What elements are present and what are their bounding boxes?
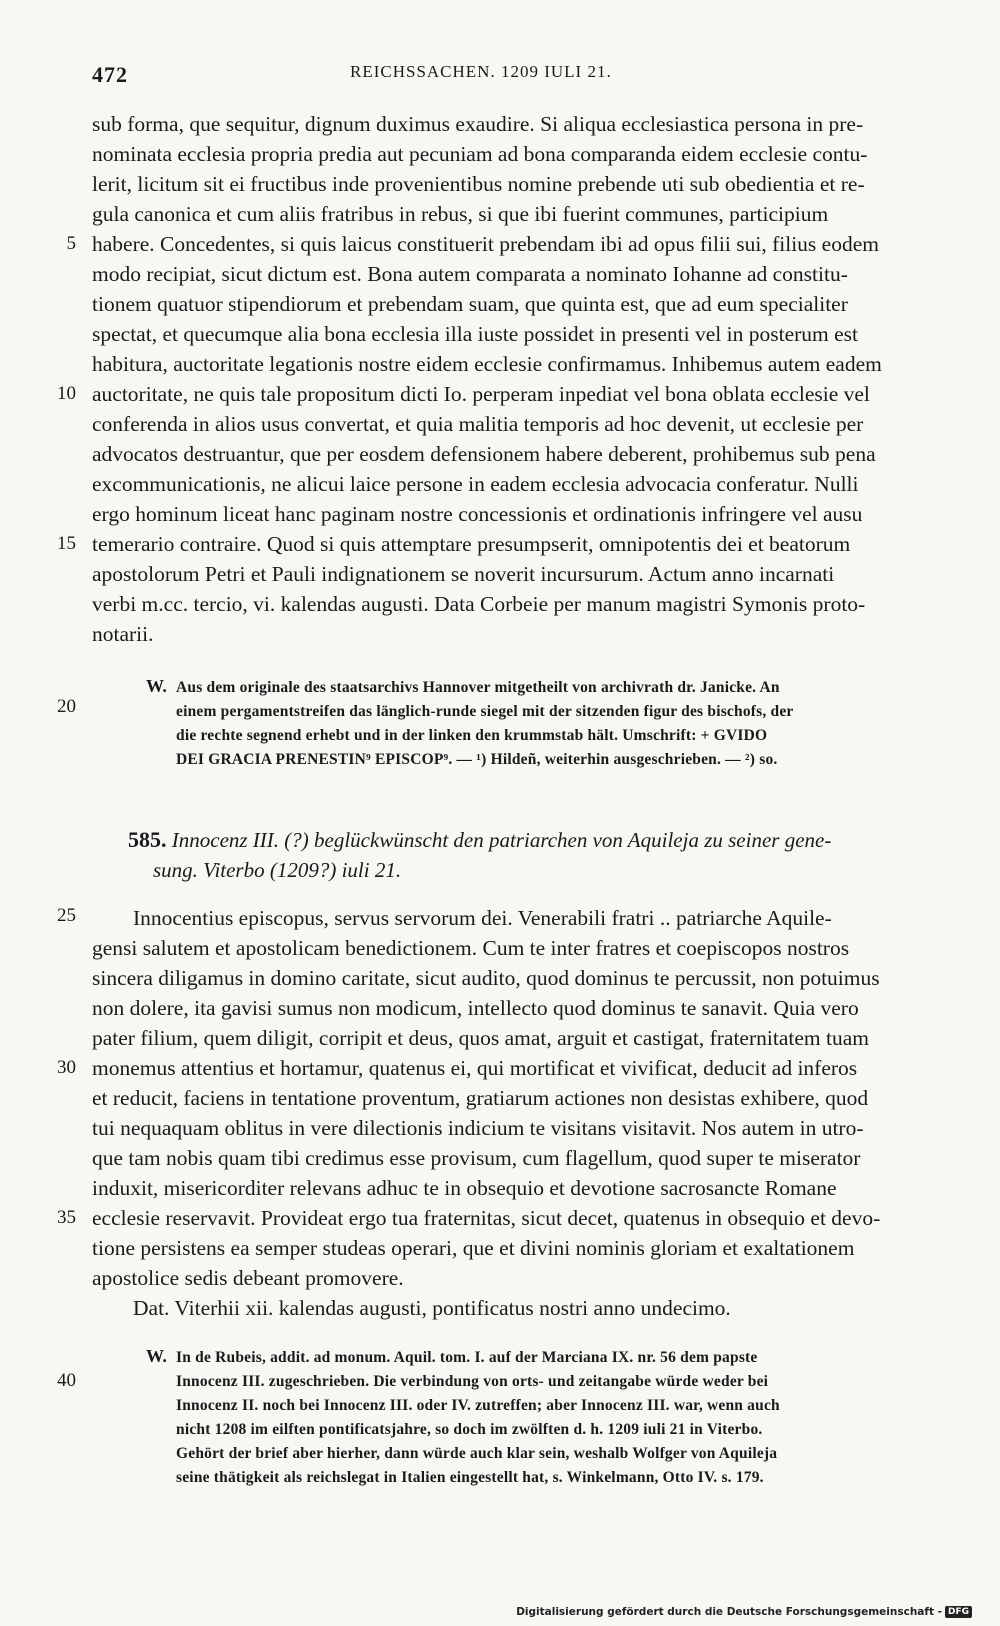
note-line: nicht 1208 im eilften pontificatsjahre, so doch im zwölften d. h. 1209 iuli 21 in Viterbo. (176, 1421, 763, 1438)
text-line: nominata ecclesia propria predia aut pecuniam ad bona comparanda eidem ecclesie contu- (92, 142, 868, 166)
line-number: 25 (57, 905, 76, 926)
text-line: modo recipiat, sicut dictum est. Bona autem comparata a nominato Iohanne ad constitu- (92, 262, 848, 286)
text-line: tione persistens ea semper studeas operari, que et divini nominis gloriam et exaltationem (92, 1236, 855, 1260)
text-line: sub forma, que sequitur, dignum duximus exaudire. Si aliqua ecclesiastica persona in pre- (92, 112, 864, 136)
text-line: monemus attentius et hortamur, quatenus ei, qui mortificat et vivificat, deducit ad inferos (92, 1056, 858, 1080)
note-line: Aus dem originale des staatsarchivs Hannover mitgetheilt von archivrath dr. Janicke. An (176, 679, 780, 696)
text-line: habere. Concedentes, si quis laicus constituerit prebendam ibi ad opus filii sui, filius eodem (92, 232, 879, 256)
note-line: Gehört der brief aber hierher, dann würde auch klar sein, weshalb Wolfger von Aquileja (176, 1445, 778, 1462)
line-number: 35 (57, 1207, 76, 1228)
note-line: Innocenz III. zugeschrieben. Die verbindung von orts- und zeitangabe würde weder bei (176, 1373, 769, 1390)
source-mark: W. (146, 676, 167, 696)
text-line: que tam nobis quam tibi credimus esse provisum, cum flagellum, quod super te miserator (92, 1146, 861, 1170)
text-line: Dat. Viterhii xii. kalendas augusti, pontificatus nostri anno undecimo. (133, 1296, 731, 1320)
text-line: lerit, licitum sit ei fructibus inde provenientibus nomine prebende uti sub obedientia et re- (92, 172, 865, 196)
text-line: apostolice sedis debeant promovere. (92, 1266, 404, 1290)
text-line: apostolorum Petri et Pauli indignationem se noverit incursurum. Actum anno incarnati (92, 562, 835, 586)
dfg-logo: DFG (945, 1606, 972, 1618)
line-number: 40 (57, 1370, 76, 1391)
running-head: REICHSSACHEN. 1209 IULI 21. (350, 62, 612, 81)
text-line: tui nequaquam oblitus in vere dilectionis indicium te visitans visitavit. Nos autem in utro- (92, 1116, 864, 1140)
line-number: 5 (66, 233, 76, 254)
text-line: excommunicationis, ne alicui laice persone in eadem ecclesia advocacia conferatur. Nulli (92, 472, 859, 496)
text-line: sincera diligamus in domino caritate, sicut audito, quod dominus te percussit, non potuimus (92, 966, 880, 990)
text-line: pater filium, quem diligit, corripit et deus, quos amat, arguit et castigat, fraternitatem tuam (92, 1026, 869, 1050)
entry-title-line: sung. Viterbo (1209?) iuli 21. (153, 858, 402, 882)
entry-number: 585. (128, 827, 167, 852)
text-line: auctoritate, ne quis tale propositum dicti Io. perperam inpediat vel bona oblata ecclesie vel (92, 382, 870, 406)
credit-text: Digitalisierung gefördert durch die Deutsche Forschungsgemeinschaft - (516, 1606, 942, 1618)
text-line: ergo hominum liceat hanc paginam nostre concessionis et ordinationis infringere vel ausu (92, 502, 863, 526)
text-line: gula canonica et cum aliis fratribus in rebus, si que ibi fuerint communes, participium (92, 202, 829, 226)
text-line: advocatos destruantur, que per eosdem defensionem habere deberent, prohibemus sub pena (92, 442, 876, 466)
text-line: notarii. (92, 622, 154, 646)
note-line: DEI GRACIA PRENESTIN⁹ EPISCOP⁹. — ¹) Hildeñ, weiterhin ausgeschrieben. — ²) so. (176, 751, 778, 768)
entry-title-line (128, 825, 831, 855)
text-line: spectat, et quecumque alia bona ecclesia illa iuste possidet in presenti vel in posterum est (92, 322, 859, 346)
text-line: Innocentius episcopus, servus servorum dei. Venerabili fratri .. patriarche Aquile- (133, 906, 832, 930)
note-line: In de Rubeis, addit. ad monum. Aquil. tom. I. auf der Marciana IX. nr. 56 dem papste (176, 1349, 758, 1366)
text-line: induxit, misericorditer relevans adhuc te in obsequio et devotione sacrosancte Romane (92, 1176, 837, 1200)
line-number: 10 (57, 383, 76, 404)
text-line: ecclesie reservavit. Provideat ergo tua fraternitas, sicut decet, quatenus in obsequio et devo- (92, 1206, 881, 1230)
note-line: seine thätigkeit als reichslegat in Italien eingestellt hat, s. Winkelmann, Otto IV. s. 179. (176, 1469, 764, 1486)
text-line: gensi salutem et apostolicam benedictionem. Cum te inter fratres et coepiscopos nostros (92, 936, 850, 960)
line-number: 15 (57, 533, 76, 554)
entry-title: Innocenz III. (?) beglückwünscht den patriarchen von Aquileja zu seiner gene- (171, 828, 832, 852)
line-number: 30 (57, 1057, 76, 1078)
text-line: habitura, auctoritate legationis nostre eidem ecclesie confirmamus. Inhibemus autem eadem (92, 352, 882, 376)
digitization-credit (516, 1606, 972, 1618)
line-number: 20 (57, 696, 76, 717)
text-line: temerario contraire. Quod si quis attemptare presumpserit, omnipotentis dei et beatorum (92, 532, 851, 556)
note-line: einem pergamentstreifen das länglich-runde siegel mit der sitzenden figur des bischofs, der (176, 703, 794, 720)
text-line: non dolere, ita gavisi sumus non modicum, intellecto quod dominus te sanavit. Quia vero (92, 996, 859, 1020)
note-line: die rechte segnend erhebt und in der linken den krummstab hält. Umschrift: + GVIDO (176, 727, 768, 744)
text-line: verbi m.cc. tercio, vi. kalendas augusti. Data Corbeie per manum magistri Symonis proto- (92, 592, 866, 616)
note-line: Innocenz II. noch bei Innocenz III. oder IV. zutreffen; aber Innocenz III. war, wenn auch (176, 1397, 780, 1414)
text-line: conferenda in alios usus convertat, et quia malitia temporis ad hoc devenit, ut ecclesie per (92, 412, 864, 436)
page-number: 472 (92, 62, 128, 87)
text-line: tionem quatuor stipendiorum et prebendam suam, que quinta est, que ad eum specialiter (92, 292, 848, 316)
source-mark: W. (146, 1346, 167, 1366)
text-line: et reducit, faciens in tentatione proventum, gratiarum actiones non desistas exhibere, quod (92, 1086, 869, 1110)
